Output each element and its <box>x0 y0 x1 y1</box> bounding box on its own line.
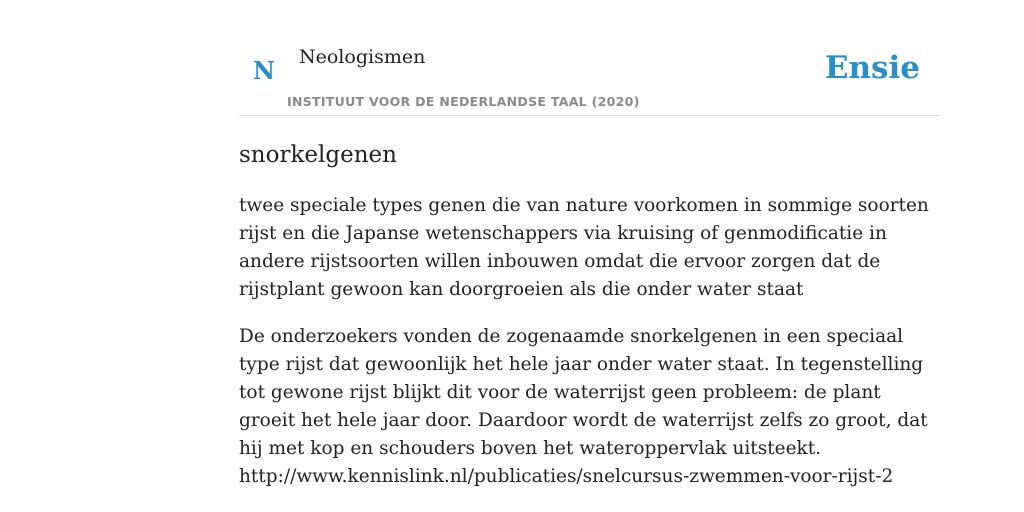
brand-logo[interactable]: Ensie <box>824 50 920 86</box>
source-title[interactable]: Neologismen <box>299 46 426 68</box>
source-logo: N <box>253 56 275 85</box>
entry-card <box>239 40 939 491</box>
source-link[interactable]: http://www.kennislink.nl/publicaties/snelcursus-zwemmen-voor-rijst-2 <box>239 466 894 487</box>
source-header <box>239 40 939 116</box>
example-text: De onderzoekers vonden de zogenaamde snorkelgenen in een speciaal type rijst dat gewoonlijk het hele jaar onder water staat. In tegenstelling tot gewone rijst blijkt dit voor de waterrijst geen probleem: de plant groeit het hele jaar door. Daardoor wordt de waterrijst zelfs zo groot, dat hij met kop en schouders boven het wateroppervlak uitsteekt. <box>239 326 928 459</box>
source-subtitle: INSTITUUT VOOR DE NEDERLANDSE TAAL (2020) <box>287 94 640 109</box>
entry-example <box>239 323 929 491</box>
entry-term: snorkelgenen <box>239 142 397 168</box>
entry-definition: twee speciale types genen die van nature voorkomen in sommige soorten rijst en die Japanse wetenschappers via kruising of genmodificatie in andere rijstsoorten willen inbouwen omdat die ervoor zorgen dat de rijstplant gewoon kan doorgroeien als die onder water staat <box>239 195 929 300</box>
